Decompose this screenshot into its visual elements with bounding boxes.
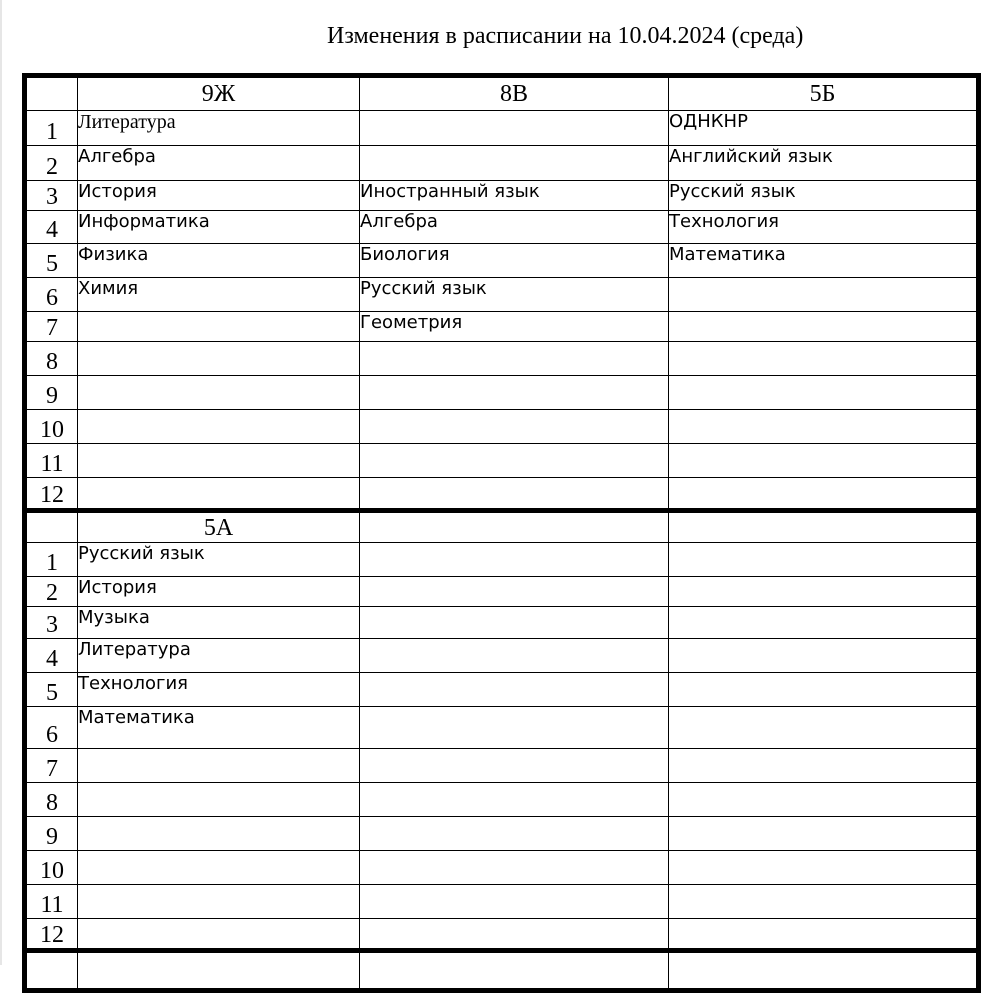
table-row xyxy=(25,707,979,749)
subject-cell xyxy=(669,851,979,885)
table-row xyxy=(25,885,979,919)
subject-cell xyxy=(360,817,669,851)
subject-cell: ОДНКНР xyxy=(669,111,979,146)
subject-cell xyxy=(360,478,669,511)
table-row xyxy=(25,783,979,817)
subject-cell xyxy=(360,376,669,410)
subject-cell: Физика xyxy=(78,244,360,278)
subject-cell: Химия xyxy=(78,278,360,312)
schedule-table xyxy=(22,73,981,993)
subject-cell xyxy=(360,444,669,478)
table-row xyxy=(25,146,979,181)
subject-cell xyxy=(669,817,979,851)
class-header xyxy=(360,951,669,991)
lesson-number: 7 xyxy=(25,749,78,783)
table-row xyxy=(25,342,979,376)
subject-cell xyxy=(669,444,979,478)
table-row xyxy=(25,543,979,577)
lesson-number: 11 xyxy=(25,885,78,919)
lesson-number: 10 xyxy=(25,851,78,885)
corner-cell xyxy=(25,76,78,111)
table-row xyxy=(25,478,979,511)
corner-cell xyxy=(25,511,78,543)
subject-cell xyxy=(360,673,669,707)
subject-cell xyxy=(360,885,669,919)
class-header xyxy=(669,511,979,543)
subject-cell xyxy=(360,111,669,146)
subject-cell: Технология xyxy=(78,673,360,707)
lesson-number: 8 xyxy=(25,783,78,817)
schedule-block-partial xyxy=(25,951,979,991)
subject-cell: Иностранный язык xyxy=(360,181,669,211)
subject-cell: Русский язык xyxy=(78,543,360,577)
header-row xyxy=(25,511,979,543)
table-row xyxy=(25,376,979,410)
subject-cell xyxy=(669,607,979,639)
subject-cell xyxy=(360,783,669,817)
lesson-number: 11 xyxy=(25,444,78,478)
lesson-number: 4 xyxy=(25,639,78,673)
class-header xyxy=(669,951,979,991)
subject-cell xyxy=(669,639,979,673)
table-row xyxy=(25,312,979,342)
table-row xyxy=(25,244,979,278)
lesson-number: 7 xyxy=(25,312,78,342)
subject-cell: Геометрия xyxy=(360,312,669,342)
subject-cell xyxy=(360,749,669,783)
table-row xyxy=(25,851,979,885)
table-row xyxy=(25,181,979,211)
page-title: Изменения в расписании на 10.04.2024 (среда) xyxy=(327,23,804,49)
subject-cell xyxy=(78,749,360,783)
subject-cell xyxy=(360,342,669,376)
subject-cell xyxy=(78,342,360,376)
subject-cell xyxy=(78,919,360,951)
schedule-frame xyxy=(22,73,980,973)
subject-cell xyxy=(669,410,979,444)
lesson-number: 8 xyxy=(25,342,78,376)
subject-cell: Литература xyxy=(78,111,360,146)
class-header xyxy=(78,951,360,991)
subject-cell: Алгебра xyxy=(360,211,669,244)
subject-cell xyxy=(78,885,360,919)
subject-cell xyxy=(78,376,360,410)
lesson-number: 5 xyxy=(25,244,78,278)
lesson-number: 1 xyxy=(25,543,78,577)
subject-cell xyxy=(360,410,669,444)
subject-cell xyxy=(360,919,669,951)
subject-cell xyxy=(669,278,979,312)
subject-cell xyxy=(78,312,360,342)
lesson-number: 4 xyxy=(25,211,78,244)
table-row xyxy=(25,673,979,707)
schedule-block xyxy=(25,76,979,511)
page-edge xyxy=(0,0,2,965)
header-row xyxy=(25,76,979,111)
subject-cell xyxy=(78,851,360,885)
subject-cell: Английский язык xyxy=(669,146,979,181)
subject-cell xyxy=(669,783,979,817)
class-header: 8В xyxy=(360,76,669,111)
lesson-number: 1 xyxy=(25,111,78,146)
subject-cell xyxy=(360,607,669,639)
subject-cell xyxy=(78,410,360,444)
lesson-number: 9 xyxy=(25,817,78,851)
subject-cell xyxy=(360,543,669,577)
subject-cell: Технология xyxy=(669,211,979,244)
class-header: 5Б xyxy=(669,76,979,111)
subject-cell xyxy=(669,342,979,376)
subject-cell xyxy=(360,707,669,749)
subject-cell xyxy=(669,707,979,749)
subject-cell: Математика xyxy=(78,707,360,749)
subject-cell: Русский язык xyxy=(360,278,669,312)
lesson-number: 3 xyxy=(25,607,78,639)
subject-cell xyxy=(78,783,360,817)
lesson-number: 10 xyxy=(25,410,78,444)
header-row xyxy=(25,951,979,991)
subject-cell xyxy=(669,478,979,511)
lesson-number: 3 xyxy=(25,181,78,211)
subject-cell xyxy=(360,146,669,181)
subject-cell xyxy=(669,673,979,707)
table-row xyxy=(25,577,979,607)
subject-cell: История xyxy=(78,577,360,607)
subject-cell: Математика xyxy=(669,244,979,278)
subject-cell: История xyxy=(78,181,360,211)
subject-cell: Литература xyxy=(78,639,360,673)
subject-cell: Информатика xyxy=(78,211,360,244)
subject-cell xyxy=(78,817,360,851)
class-header: 5А xyxy=(78,511,360,543)
lesson-number: 2 xyxy=(25,577,78,607)
schedule-block xyxy=(25,511,979,951)
subject-cell xyxy=(669,577,979,607)
corner-cell xyxy=(25,951,78,991)
table-row xyxy=(25,111,979,146)
subject-cell xyxy=(669,376,979,410)
subject-cell xyxy=(669,312,979,342)
table-row xyxy=(25,444,979,478)
lesson-number: 5 xyxy=(25,673,78,707)
subject-cell xyxy=(669,543,979,577)
table-row xyxy=(25,278,979,312)
lesson-number: 6 xyxy=(25,707,78,749)
class-header: 9Ж xyxy=(78,76,360,111)
table-row xyxy=(25,607,979,639)
subject-cell: Биология xyxy=(360,244,669,278)
table-row xyxy=(25,639,979,673)
lesson-number: 12 xyxy=(25,478,78,511)
class-header xyxy=(360,511,669,543)
subject-cell: Алгебра xyxy=(78,146,360,181)
subject-cell xyxy=(669,749,979,783)
subject-cell: Русский язык xyxy=(669,181,979,211)
subject-cell xyxy=(669,885,979,919)
table-row xyxy=(25,211,979,244)
table-row xyxy=(25,817,979,851)
subject-cell xyxy=(360,639,669,673)
subject-cell xyxy=(78,478,360,511)
lesson-number: 9 xyxy=(25,376,78,410)
subject-cell xyxy=(78,444,360,478)
table-row xyxy=(25,919,979,951)
table-row xyxy=(25,410,979,444)
table-row xyxy=(25,749,979,783)
lesson-number: 6 xyxy=(25,278,78,312)
subject-cell xyxy=(669,919,979,951)
subject-cell xyxy=(360,577,669,607)
lesson-number: 2 xyxy=(25,146,78,181)
lesson-number: 12 xyxy=(25,919,78,951)
subject-cell: Музыка xyxy=(78,607,360,639)
subject-cell xyxy=(360,851,669,885)
